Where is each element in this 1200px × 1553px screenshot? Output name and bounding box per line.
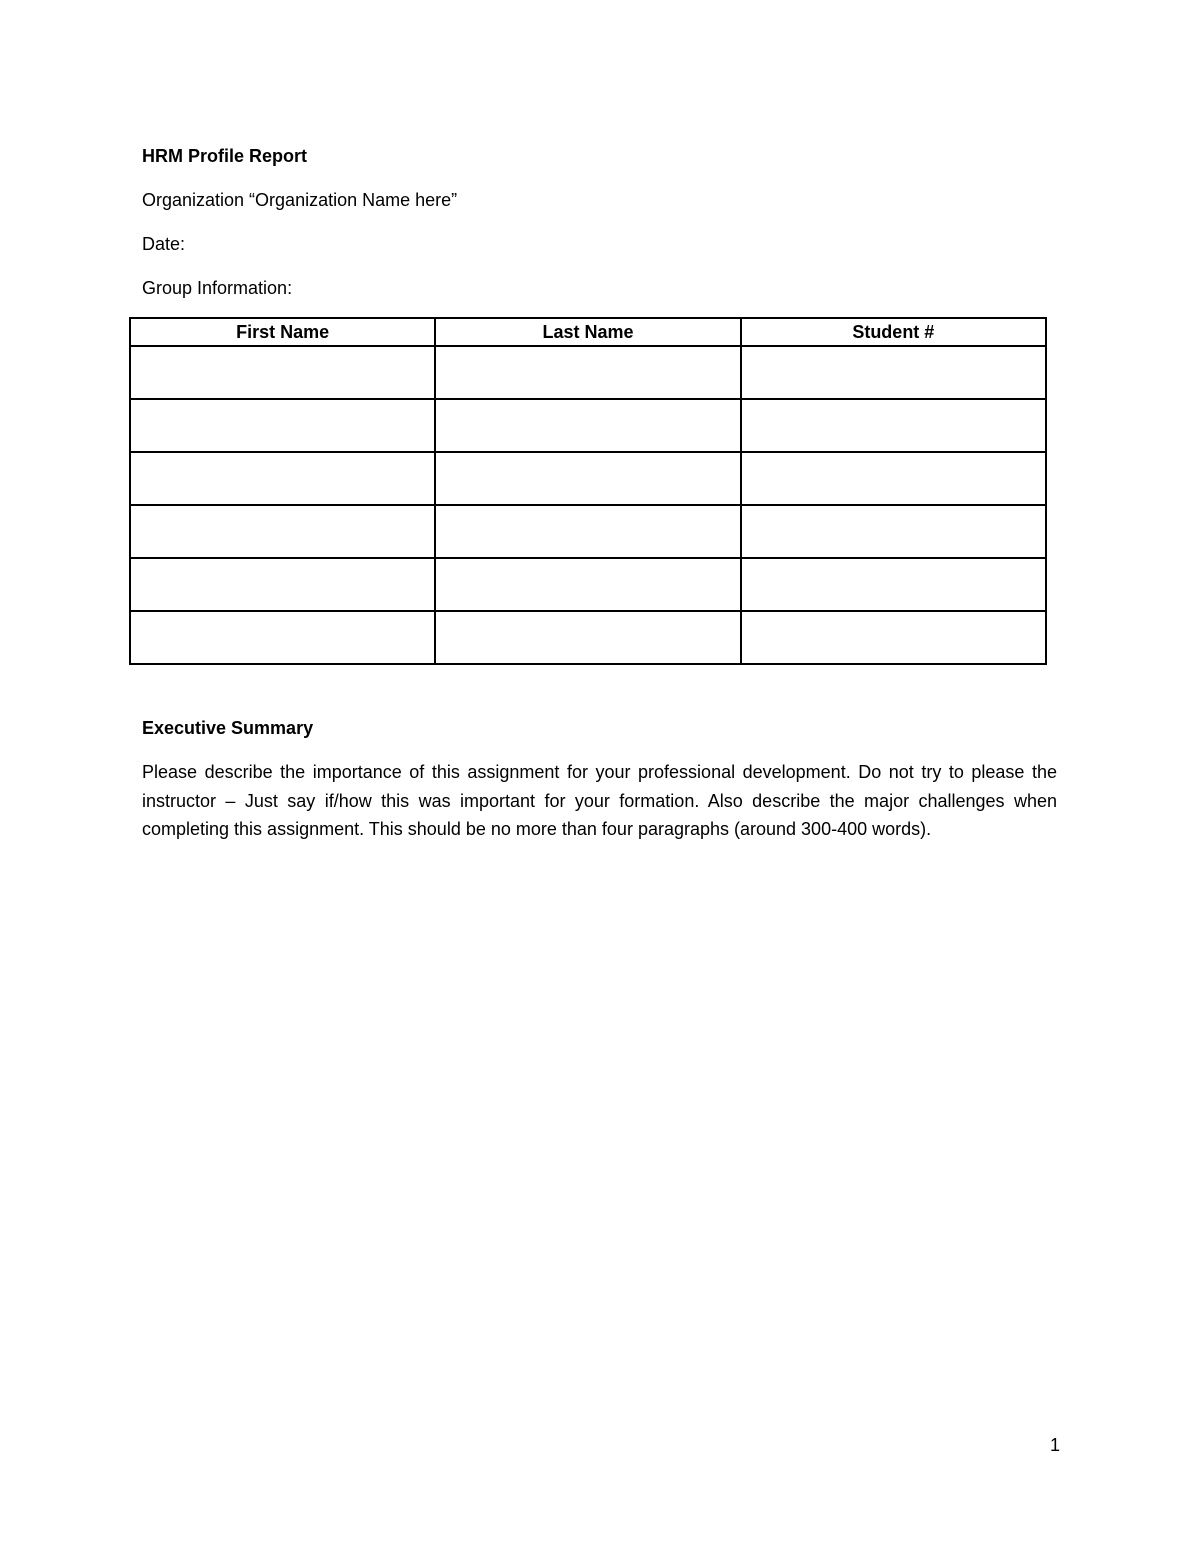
first-name-cell (130, 558, 435, 611)
header-student-number: Student # (741, 318, 1046, 346)
last-name-cell (435, 611, 740, 664)
table-row (130, 399, 1046, 452)
student-number-cell (741, 452, 1046, 505)
last-name-cell (435, 452, 740, 505)
table-row (130, 558, 1046, 611)
first-name-cell (130, 505, 435, 558)
table-row (130, 505, 1046, 558)
table-header-row (130, 318, 1046, 346)
last-name-cell (435, 399, 740, 452)
first-name-cell (130, 611, 435, 664)
student-number-cell (741, 505, 1046, 558)
first-name-cell (130, 452, 435, 505)
student-number-cell (741, 611, 1046, 664)
header-first-name: First Name (130, 318, 435, 346)
first-name-cell (130, 346, 435, 399)
student-number-cell (741, 399, 1046, 452)
table-row (130, 452, 1046, 505)
group-information-table (129, 317, 1047, 665)
organization-line: Organization “Organization Name here” (142, 190, 458, 210)
table-row (130, 611, 1046, 664)
last-name-cell (435, 346, 740, 399)
executive-summary-body: Please describe the importance of this assignment for your professional development. Do not try to please the instructor – Just say if/how this was important for your formation. Also describe the major challenges when completing this assignment. This should be no more than four paragraphs (around 300-400 words). (142, 762, 1057, 839)
header-last-name: Last Name (435, 318, 740, 346)
student-number-cell (741, 346, 1046, 399)
date-label: Date: (142, 234, 186, 254)
executive-summary-heading: Executive Summary (142, 718, 314, 738)
first-name-cell (130, 399, 435, 452)
report-title: HRM Profile Report (142, 146, 308, 166)
group-information-label: Group Information: (142, 278, 293, 298)
last-name-cell (435, 505, 740, 558)
page-number: 1 (1049, 1435, 1060, 1455)
table-row (130, 346, 1046, 399)
last-name-cell (435, 558, 740, 611)
student-number-cell (741, 558, 1046, 611)
